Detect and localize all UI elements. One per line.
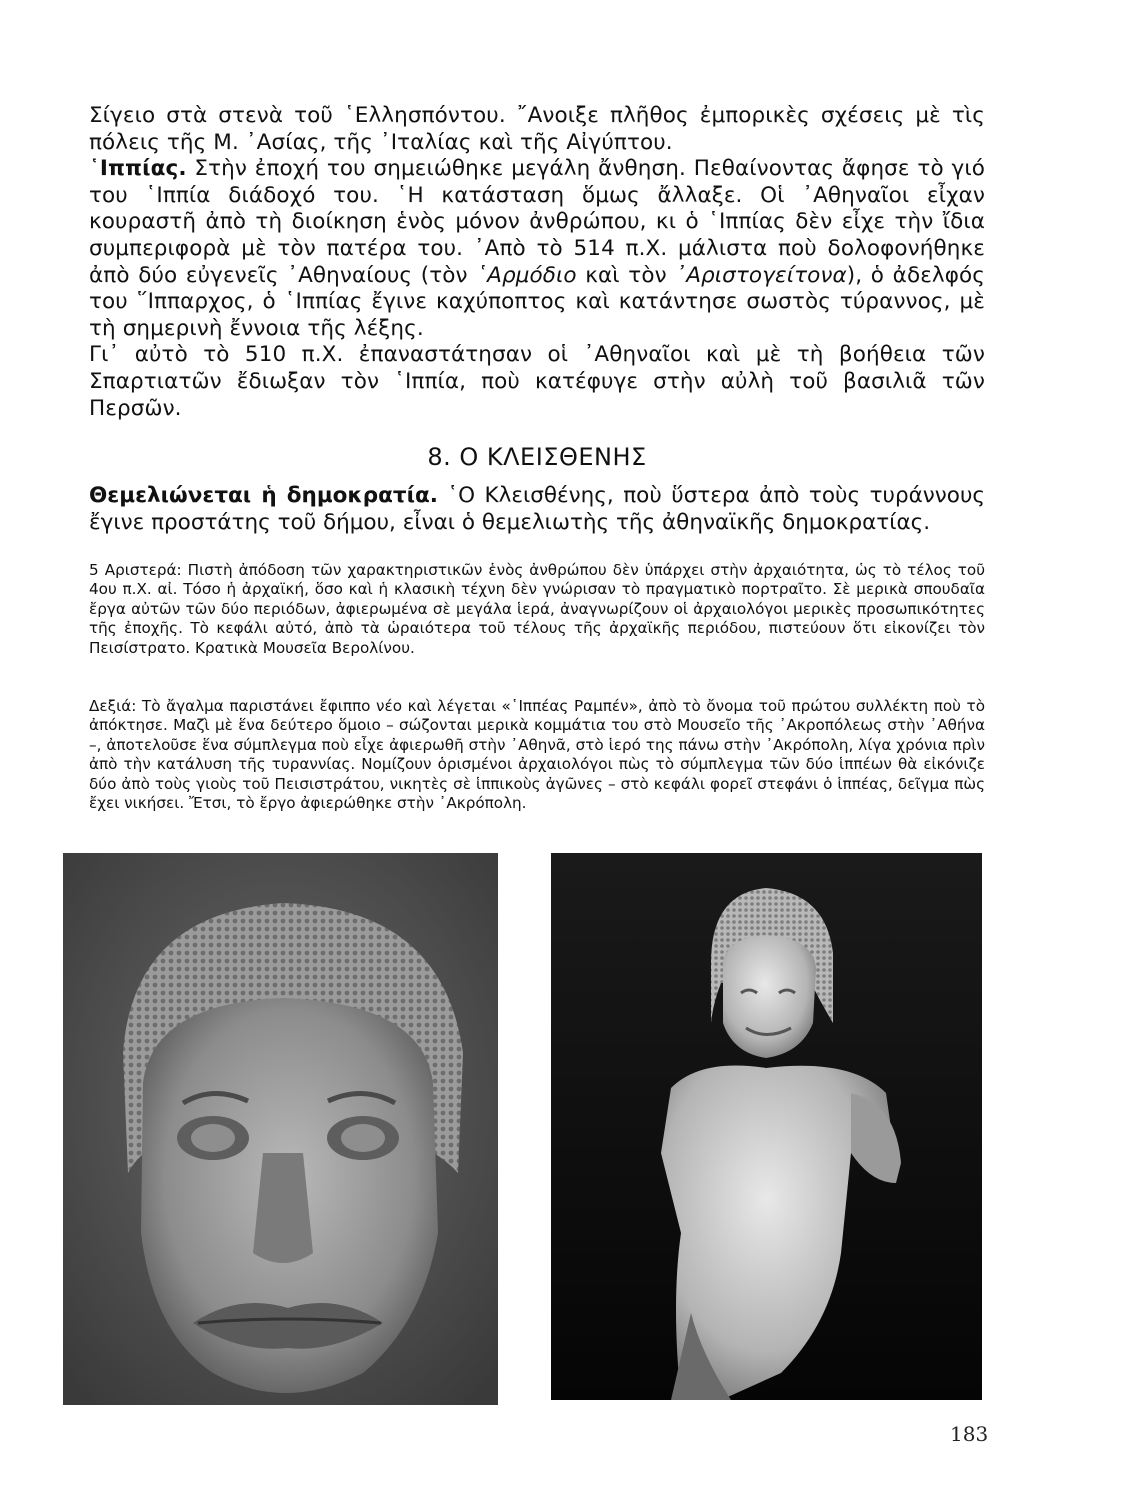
hippias-text-b: καὶ τὸν <box>576 262 676 288</box>
paragraph-3: Γι᾿ αὐτὸ τὸ 510 π.Χ. ἐπαναστάτησαν οἱ ᾿Αθηναῖοι καὶ μὲ τὴ βοήθεια τῶν Σπαρτιατῶν ἔδιωξαν τὸν ῾Ιππία, ποὺ κατέφυγε στὴν αὐλὴ τοῦ βασιλιᾶ τῶν Περσῶν. <box>89 342 985 421</box>
caption-right-text: Δεξιά: Τὸ ἄγαλμα παριστάνει ἔφιππο νέο καὶ λέγεται «῾Ιππέας Ραμπέν», ἀπὸ τὸ ὄνομα τοῦ πρώτου συλλέκτη ποὺ τὸ ἀπόκτησε. Μαζὶ μὲ ἕνα δεύτερο ὅμοιο – σώζονται μερικὰ κομμάτια του στὸ Μουσεῖο τῆς ᾿Ακροπόλεως στὴν ᾿Αθήνα –, ἀποτελοῦσε ἕνα σύμπλεγμα ποὺ εἶχε ἀφιερωθῆ στὴν ᾿Αθηνᾶ, στὸ ἱερό της πάνω στὴν ᾿Ακρόπολη, λίγα χρόνια πρὶν ἀπὸ τὴν κατάλυση τῆς τυραννίας. Νομίζουν ὁρισμένοι ἀρχαιολόγοι πὼς τὸ σύμπλεγμα τῶν δύο ἱππέων θὰ εἰκόνιζε δύο ἀπὸ τοὺς γιοὺς τοῦ Πεισιστράτου, νικητὲς σὲ ἱππικοὺς ἀγῶνες – στὸ κεφάλι φορεῖ στεφάνι ὁ ἱππέας, δεῖγμα πὼς ἔχει νικήσει. Ἔτσι, τὸ ἔργο ἀφιερώθηκε στὴν ᾿Ακρόπολη. <box>89 697 985 813</box>
hippias-text-a: Στὴν ἐποχή του σημειώθηκε μεγάλη ἄνθηση. Πεθαίνοντας ἄφησε τὸ γιό του ῾Ιππία διάδοχό του. ῾Η κατάσταση ὅμως ἄλλαξε. Οἱ ᾿Αθηναῖοι εἶχαν κουραστῆ ἀπὸ τὴ διοίκηση ἑνὸς μόνον ἀνθρώπου, κι ὁ ῾Ιππίας δὲν εἶχε τὴν ἴδια συμπεριφορὰ μὲ τὸν πατέρα του. ᾿Απὸ τὸ 514 π.Χ. μάλιστα ποὺ δολοφονήθηκε ἀπὸ δύο εὐγενεῖς ᾿Αθηναίους (τὸν <box>89 156 985 288</box>
paragraph-hippias <box>89 156 985 342</box>
page-number: 183 <box>950 1422 989 1446</box>
photo-rampin-rider <box>551 853 982 1400</box>
main-text <box>89 103 985 422</box>
hippias-text-c: ), ὁ ἀδελφός του ῞Ιππαρχος, ὁ ῾Ιππίας ἔγινε καχύποπτος καὶ κατάντησε σωστὸς τύραννος, μὲ τὴ σημερινὴ ἔννοια τῆς λέξης. <box>89 262 986 341</box>
section-paragraph <box>89 482 985 536</box>
caption-right <box>89 697 985 813</box>
section-text <box>89 482 985 536</box>
hippias-heading: ῾Ιππίας. <box>89 156 187 182</box>
aristogeiton-name: ᾿Αριστογείτονα <box>675 262 847 288</box>
paragraph-1: Σίγειο στὰ στενὰ τοῦ ῾Ελλησπόντου. ῎Ανοιξε πλῆθος ἐμπορικὲς σχέσεις μὲ τὶς πόλεις τῆς Μ. ᾿Ασίας, τῆς ᾿Ιταλίας καὶ τῆς Αἰγύπτου. <box>89 103 985 155</box>
section-body: ῾Ο Κλεισθένης, ποὺ ὕστερα ἀπὸ τοὺς τυράννους ἔγινε προστάτης τοῦ δήμου, εἶναι ὁ θεμελιωτὴς τῆς ἀθηναϊκῆς δημοκρατίας. <box>89 483 986 535</box>
head-image <box>63 853 498 1405</box>
caption-left-text: 5 Αριστερά: Πιστὴ ἀπόδοση τῶν χαρακτηριστικῶν ἑνὸς ἀνθρώπου δὲν ὑπάρχει στὴν ἀρχαιότητα, ὡς τὸ τέλος τοῦ 4ου π.Χ. αἰ. Τόσο ἡ ἀρχαϊκή, ὅσο καὶ ἡ κλασικὴ τέχνη δὲν γνώρισαν τὸ πραγματικὸ πορτραῖτο. Σὲ μερικὰ σπουδαῖα ἔργα αὐτῶν τῶν δύο περιόδων, ἀφιερωμένα σὲ μεγάλα ἱερά, ἀναγνωρίζουν οἱ ἀρχαιολόγοι μερικὲς προσωπικότητες τῆς ἐποχῆς. Τὸ κεφάλι αὐτό, ἀπὸ τὰ ὡραιότερα τοῦ τέλους τῆς ἀρχαϊκῆς περιόδου, πιστεύουν ὅτι εἰκονίζει τὸν Πεισίστρατο. Κρατικὰ Μουσεῖα Βερολίνου. <box>89 561 985 657</box>
rider-image <box>551 853 982 1400</box>
democracy-heading: Θεμελιώνεται ἡ δημοκρατία. <box>89 483 438 508</box>
photo-head-peisistratos <box>63 853 498 1405</box>
section-heading: 8. Ο ΚΛΕΙΣΘΕΝΗΣ <box>427 443 647 471</box>
harmodios-name: ῾Αρμόδιο <box>476 262 577 288</box>
caption-left <box>89 561 985 658</box>
